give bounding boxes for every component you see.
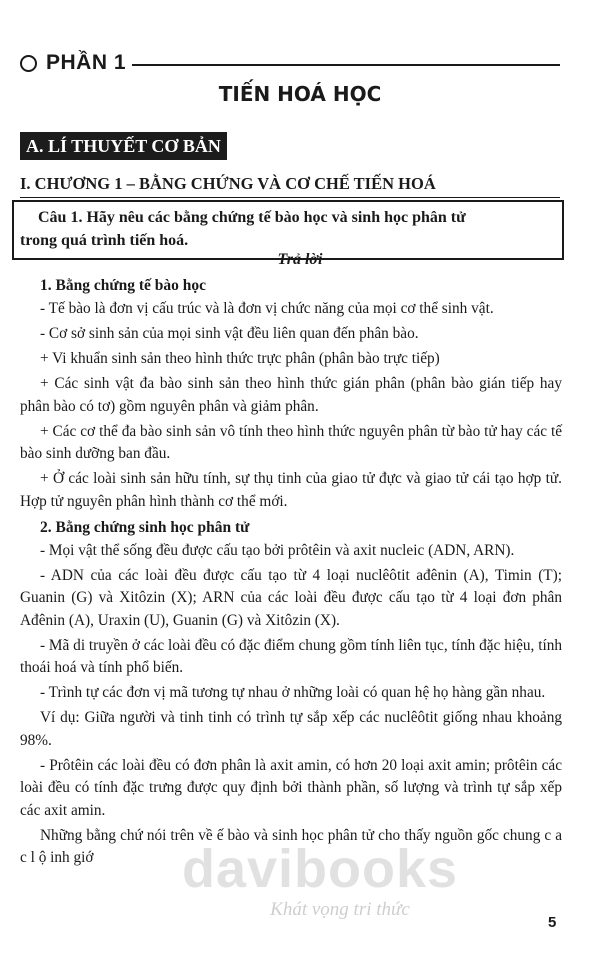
section-heading: A. LÍ THUYẾT CƠ BẢN [20,132,227,160]
subheading-molecular-evidence: 2. Bằng chứng sinh học phân tử [40,518,250,536]
chapter-heading: I. CHƯƠNG 1 – BẰNG CHỨNG VÀ CƠ CHẾ TIẾN HOÁ [20,173,560,198]
answer-label: Trả lời [277,251,323,268]
question-line-1: Câu 1. Hãy nêu các bằng chứng tế bào học và sinh học phân tử [38,209,466,226]
part-header [20,48,560,78]
paragraph: - Trình tự các đơn vị mã tương tự nhau ở những loài có quan hệ họ hàng gần nhau. [40,684,546,701]
subheading-cell-evidence: 1. Bằng chứng tế bào học [40,277,207,294]
page-number: 5 [548,914,557,931]
circle-bullet-icon [20,55,37,72]
question-line-2: trong quá trình tiến hoá. [20,232,189,249]
watermark-tagline: Khát vọng tri thức [270,899,410,920]
paragraph: - Mọi vật thể sống đều được cấu tạo bởi prôtêin và axit nucleic (ADN, ARN). [40,541,515,559]
paragraph: - Prôtêin các loài đều có đơn phân là axit amin, có hơn 20 loại axit amin; prôtêin các loài đều có tính đặc trưng được quy định bởi thành phần, số lượng và trình tự sắp xếp các axit amin. [20,756,562,819]
paragraph: + Vi khuẩn sinh sản theo hình thức trực phân (phân bào trực tiếp) [40,350,440,367]
watermark-logo [160,840,480,940]
part-divider [132,64,560,66]
watermark-brand: davibooks [181,839,459,899]
paragraph: - Mã di truyền ở các loài đều có đặc điểm chung gồm tính liên tục, tính đặc hiệu, tính thoái hoá và tính phổ biến. [20,636,562,676]
paragraph: Những bằng chứ nói trên về ế bào và sinh học phân tử cho thấy nguồn gốc chung c a c l ộ inh giớ [20,826,562,866]
part-label: PHẦN 1 [46,51,127,74]
paragraph: - ADN của các loài đều được cấu tạo từ 4 loại nuclêôtit ađênin (A), Timin (T); Guanin (G) và Xitôzin (X); ARN của các loài đều được cấu tạo từ 4 loại đơn phân Ađênin (A), Uraxin (U), Guanin (G) và Xitôzin (X). [20,566,562,629]
paragraph: + Ở các loài sinh sản hữu tính, sự thụ tinh của giao tử đực và giao tử cái tạo hợp tử. Hợp tử nguyên phân hình thành cơ thể mới. [20,470,562,510]
answer-body [20,274,562,872]
paragraph: Ví dụ: Giữa người và tinh tinh có trình tự sắp xếp các nuclêôtit giống nhau khoảng 98%. [20,709,562,749]
paragraph: - Cơ sở sinh sản của mọi sinh vật đều liên quan đến phân bào. [40,325,419,342]
paragraph: + Các sinh vật đa bào sinh sản theo hình thức gián phân (phân bào gián tiếp hay phân bào có tơ) gồm nguyên phân và giảm phân. [20,375,562,415]
page-title: TIẾN HOÁ HỌC [218,82,382,106]
paragraph: - Tế bào là đơn vị cấu trúc và là đơn vị chức năng của mọi cơ thể sinh vật. [40,300,494,317]
paragraph: + Các cơ thể đa bào sinh sản vô tính theo hình thức nguyên phân từ bào tử hay các tế bào sinh dưỡng ban đầu. [20,422,562,462]
